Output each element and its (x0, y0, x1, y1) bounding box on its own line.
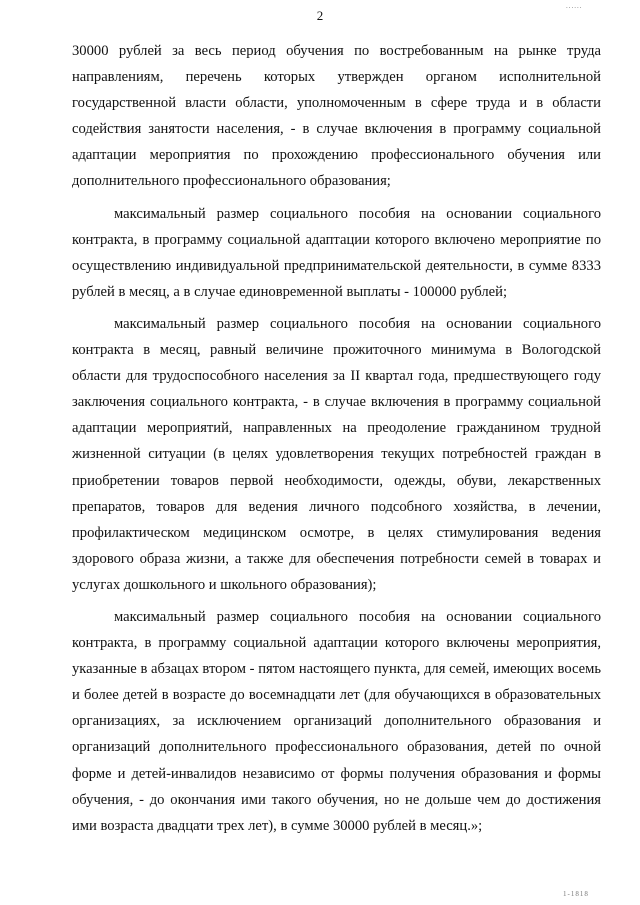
document-body (72, 38, 601, 839)
paragraph-entrepreneurship-allowance: максимальный размер социального пособия на основании социального контракта, в программу социальной адаптации которого включено мероприятие по осуществлению индивидуальной предпринимательской деятельности, в сумме 8333 рублей в месяц, а в случае единовременной выплаты - 100000 рублей; (72, 205, 601, 300)
paragraph-subsistence-minimum-allowance: максимальный размер социального пособия на основании социального контракта в месяц, равный величине прожиточного минимума в Вологодской области для трудоспособного населения за II квартал года, предшествующего году заключения социального контракта, - в случае включения в программу социальной адаптации мероприятий, направленных на преодоление гражданином трудной жизненной ситуации (в целях удовлетворения текущих потребностей граждан в приобретении товаров первой необходимости, одежды, обуви, лекарственных препаратов, товаров для ведения личного подсобного хозяйства, в лечении, профилактическом медицинском осмотре, в целях стимулирования ведения здорового образа жизни, а также для обеспечения потребности семей в товарах и услугах дошкольного и школьного образования); (72, 315, 601, 593)
paragraph-continuation: 30000 рублей за весь период обучения по востребованным на рынке труда направлениям, перечень которых утвержден органом исполнительной государственной власти области, уполномоченным в сфере труда и в области содействия занятости населения, - в случае включения в программу социальной адаптации мероприятия по прохождению профессионального обучения или дополнительного профессионального образования; (72, 43, 601, 190)
page-number: 2 (316, 8, 324, 23)
scan-corner-mark-top: ...... (566, 2, 583, 10)
scan-corner-mark-bottom: 1-1818 (563, 890, 589, 898)
paragraph-large-family-allowance: максимальный размер социального пособия на основании социального контракта, в программу социальной адаптации которого включены мероприятия, указанные в абзацах втором - пятом настоящего пункта, для семей, имеющих восемь и более детей в возрасте до восемнадцати лет (для обучающихся в образовательных организациях, за исключением организаций дополнительного образования и организаций дополнительного профессионального образования, детей по очной форме и детей-инвалидов независимо от формы получения образования и формы обучения, - до окончания ими такого обучения, но не дольше чем до достижения ими возраста двадцати трех лет), в сумме 30000 рублей в месяц.»; (72, 608, 601, 834)
